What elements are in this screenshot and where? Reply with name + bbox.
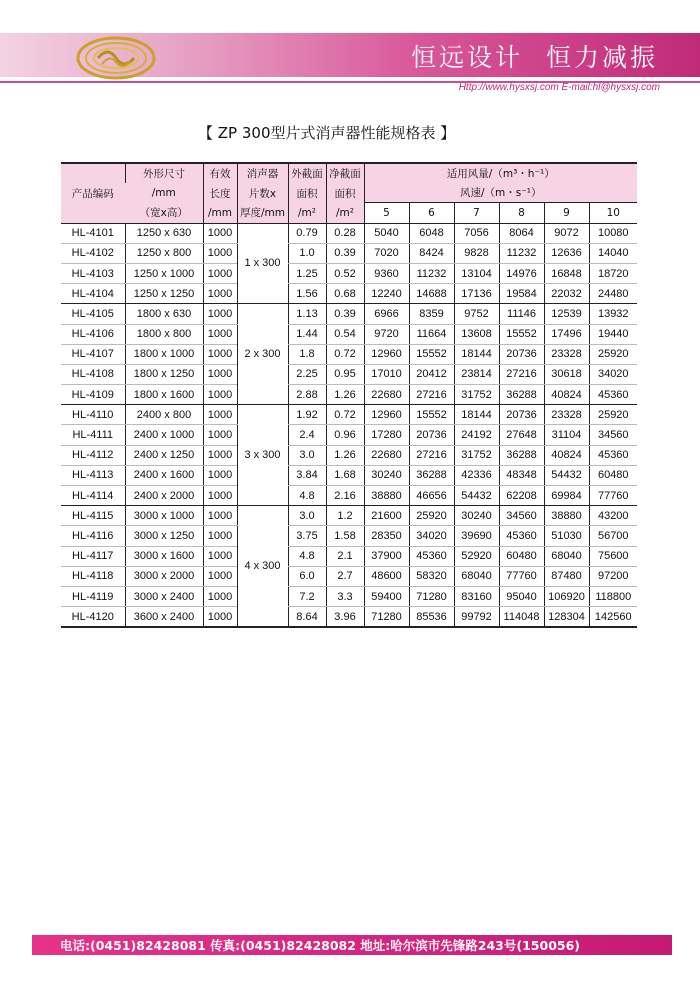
cell-flow: 30240 bbox=[364, 465, 409, 485]
cell-pieces: 3 x 300 bbox=[237, 405, 288, 506]
cell-length: 1000 bbox=[203, 304, 237, 324]
cell-flow: 27216 bbox=[499, 364, 544, 384]
cell-flow: 6048 bbox=[409, 223, 454, 243]
cell-outer-area: 4.8 bbox=[288, 486, 326, 506]
cell-flow: 17280 bbox=[364, 425, 409, 445]
cell-flow: 9072 bbox=[544, 223, 589, 243]
cell-flow: 5040 bbox=[364, 223, 409, 243]
header-code: 产品编码 bbox=[61, 163, 125, 223]
cell-outer-area: 0.79 bbox=[288, 223, 326, 243]
cell-size: 1250 x 1250 bbox=[125, 284, 203, 304]
cell-outer-area: 1.92 bbox=[288, 405, 326, 425]
cell-code: HL-4108 bbox=[61, 364, 125, 384]
speed-9: 9 bbox=[544, 203, 589, 223]
cell-flow: 40824 bbox=[544, 385, 589, 405]
cell-flow: 20412 bbox=[409, 364, 454, 384]
cell-size: 1250 x 630 bbox=[125, 223, 203, 243]
cell-flow: 46656 bbox=[409, 486, 454, 506]
cell-flow: 34560 bbox=[499, 506, 544, 526]
cell-outer-area: 2.88 bbox=[288, 385, 326, 405]
cell-flow: 114048 bbox=[499, 607, 544, 628]
cell-outer-area: 1.56 bbox=[288, 284, 326, 304]
cell-flow: 77760 bbox=[589, 486, 637, 506]
speed-10: 10 bbox=[589, 203, 637, 223]
cell-flow: 36288 bbox=[499, 385, 544, 405]
table-row bbox=[61, 526, 637, 546]
cell-flow: 99792 bbox=[454, 607, 499, 628]
cell-flow: 12960 bbox=[364, 405, 409, 425]
table-row bbox=[61, 546, 637, 566]
cell-code: HL-4110 bbox=[61, 405, 125, 425]
cell-flow: 22032 bbox=[544, 284, 589, 304]
cell-size: 1250 x 800 bbox=[125, 243, 203, 263]
cell-net-area: 1.68 bbox=[326, 465, 364, 485]
cell-flow: 51030 bbox=[544, 526, 589, 546]
cell-flow: 97200 bbox=[589, 566, 637, 586]
cell-flow: 12960 bbox=[364, 344, 409, 364]
cell-flow: 142560 bbox=[589, 607, 637, 628]
cell-flow: 45360 bbox=[589, 385, 637, 405]
cell-flow: 8424 bbox=[409, 243, 454, 263]
cell-flow: 19584 bbox=[499, 284, 544, 304]
speed-5: 5 bbox=[364, 203, 409, 223]
cell-flow: 9828 bbox=[454, 243, 499, 263]
cell-outer-area: 8.64 bbox=[288, 607, 326, 628]
table-row bbox=[61, 445, 637, 465]
table-row bbox=[61, 364, 637, 384]
cell-size: 1800 x 1000 bbox=[125, 344, 203, 364]
cell-flow: 25920 bbox=[409, 506, 454, 526]
cell-flow: 34560 bbox=[589, 425, 637, 445]
cell-flow: 11232 bbox=[409, 263, 454, 283]
cell-net-area: 0.68 bbox=[326, 284, 364, 304]
cell-code: HL-4109 bbox=[61, 385, 125, 405]
cell-code: HL-4101 bbox=[61, 223, 125, 243]
cell-net-area: 2.7 bbox=[326, 566, 364, 586]
cell-size: 2400 x 1600 bbox=[125, 465, 203, 485]
cell-flow: 12539 bbox=[544, 304, 589, 324]
cell-flow: 118800 bbox=[589, 586, 637, 606]
table-row bbox=[61, 344, 637, 364]
cell-outer-area: 4.8 bbox=[288, 546, 326, 566]
cell-outer-area: 3.75 bbox=[288, 526, 326, 546]
cell-flow: 36288 bbox=[409, 465, 454, 485]
cell-size: 3000 x 1250 bbox=[125, 526, 203, 546]
cell-size: 2400 x 800 bbox=[125, 405, 203, 425]
cell-flow: 37900 bbox=[364, 546, 409, 566]
cell-code: HL-4120 bbox=[61, 607, 125, 628]
cell-flow: 18720 bbox=[589, 263, 637, 283]
header-size: 外形尺寸 bbox=[125, 163, 203, 183]
cell-flow: 15552 bbox=[409, 344, 454, 364]
cell-length: 1000 bbox=[203, 586, 237, 606]
cell-flow: 25920 bbox=[589, 405, 637, 425]
cell-flow: 18144 bbox=[454, 405, 499, 425]
cell-length: 1000 bbox=[203, 364, 237, 384]
cell-flow: 45360 bbox=[499, 526, 544, 546]
cell-code: HL-4112 bbox=[61, 445, 125, 465]
cell-flow: 75600 bbox=[589, 546, 637, 566]
cell-flow: 10080 bbox=[589, 223, 637, 243]
table-row bbox=[61, 486, 637, 506]
cell-flow: 16848 bbox=[544, 263, 589, 283]
cell-length: 1000 bbox=[203, 223, 237, 243]
cell-flow: 9360 bbox=[364, 263, 409, 283]
cell-flow: 17136 bbox=[454, 284, 499, 304]
cell-flow: 6966 bbox=[364, 304, 409, 324]
cell-code: HL-4111 bbox=[61, 425, 125, 445]
slogan-vibration: 恒力减振 bbox=[545, 43, 658, 72]
cell-size: 3600 x 2400 bbox=[125, 607, 203, 628]
cell-outer-area: 2.25 bbox=[288, 364, 326, 384]
cell-outer-area: 1.25 bbox=[288, 263, 326, 283]
cell-flow: 20736 bbox=[499, 344, 544, 364]
cell-length: 1000 bbox=[203, 506, 237, 526]
cell-net-area: 2.1 bbox=[326, 546, 364, 566]
cell-code: HL-4115 bbox=[61, 506, 125, 526]
header-length: 有效 bbox=[203, 163, 237, 183]
cell-size: 1800 x 800 bbox=[125, 324, 203, 344]
cell-net-area: 1.58 bbox=[326, 526, 364, 546]
company-logo bbox=[76, 36, 156, 80]
cell-flow: 45360 bbox=[589, 445, 637, 465]
cell-flow: 14976 bbox=[499, 263, 544, 283]
cell-size: 2400 x 1000 bbox=[125, 425, 203, 445]
cell-net-area: 1.26 bbox=[326, 445, 364, 465]
cell-flow: 17010 bbox=[364, 364, 409, 384]
cell-code: HL-4118 bbox=[61, 566, 125, 586]
cell-flow: 31752 bbox=[454, 385, 499, 405]
table-row bbox=[61, 324, 637, 344]
cell-flow: 23328 bbox=[544, 405, 589, 425]
cell-size: 1800 x 630 bbox=[125, 304, 203, 324]
cell-size: 2400 x 1250 bbox=[125, 445, 203, 465]
header-pieces: 消声器 bbox=[237, 163, 288, 183]
cell-net-area: 0.39 bbox=[326, 243, 364, 263]
cell-net-area: 0.52 bbox=[326, 263, 364, 283]
cell-flow: 15552 bbox=[499, 324, 544, 344]
cell-flow: 31752 bbox=[454, 445, 499, 465]
page-title: 【 ZP 300型片式消声器性能规格表 】 bbox=[198, 124, 456, 142]
cell-flow: 14040 bbox=[589, 243, 637, 263]
table-row bbox=[61, 425, 637, 445]
cell-flow: 83160 bbox=[454, 586, 499, 606]
speed-6: 6 bbox=[409, 203, 454, 223]
contact-line: Http://www.hysxsj.com E-mail:hl@hysxsj.com bbox=[458, 82, 660, 93]
cell-size: 1250 x 1000 bbox=[125, 263, 203, 283]
cell-flow: 27648 bbox=[499, 425, 544, 445]
cell-outer-area: 6.0 bbox=[288, 566, 326, 586]
cell-flow: 30240 bbox=[454, 506, 499, 526]
header-net-area: 净截面 bbox=[326, 163, 364, 183]
cell-code: HL-4116 bbox=[61, 526, 125, 546]
cell-length: 1000 bbox=[203, 324, 237, 344]
cell-code: HL-4119 bbox=[61, 586, 125, 606]
cell-length: 1000 bbox=[203, 607, 237, 628]
cell-flow: 54432 bbox=[544, 465, 589, 485]
cell-size: 1800 x 1250 bbox=[125, 364, 203, 384]
cell-flow: 23814 bbox=[454, 364, 499, 384]
cell-flow: 48348 bbox=[499, 465, 544, 485]
cell-flow: 128304 bbox=[544, 607, 589, 628]
cell-net-area: 0.96 bbox=[326, 425, 364, 445]
cell-code: HL-4103 bbox=[61, 263, 125, 283]
cell-size: 3000 x 1000 bbox=[125, 506, 203, 526]
cell-size: 3000 x 2400 bbox=[125, 586, 203, 606]
cell-flow: 42336 bbox=[454, 465, 499, 485]
cell-flow: 13932 bbox=[589, 304, 637, 324]
table-row bbox=[61, 506, 637, 526]
cell-size: 1800 x 1600 bbox=[125, 385, 203, 405]
cell-flow: 8359 bbox=[409, 304, 454, 324]
cell-length: 1000 bbox=[203, 284, 237, 304]
cell-flow: 40824 bbox=[544, 445, 589, 465]
cell-flow: 71280 bbox=[364, 607, 409, 628]
cell-flow: 9752 bbox=[454, 304, 499, 324]
cell-flow: 45360 bbox=[409, 546, 454, 566]
cell-flow: 58320 bbox=[409, 566, 454, 586]
cell-flow: 15552 bbox=[409, 405, 454, 425]
cell-flow: 48600 bbox=[364, 566, 409, 586]
cell-outer-area: 3.0 bbox=[288, 445, 326, 465]
cell-flow: 77760 bbox=[499, 566, 544, 586]
cell-flow: 31104 bbox=[544, 425, 589, 445]
cell-outer-area: 1.8 bbox=[288, 344, 326, 364]
cell-net-area: 1.2 bbox=[326, 506, 364, 526]
cell-length: 1000 bbox=[203, 425, 237, 445]
cell-size: 3000 x 2000 bbox=[125, 566, 203, 586]
cell-code: HL-4106 bbox=[61, 324, 125, 344]
cell-flow: 14688 bbox=[409, 284, 454, 304]
cell-length: 1000 bbox=[203, 263, 237, 283]
cell-flow: 56700 bbox=[589, 526, 637, 546]
cell-length: 1000 bbox=[203, 526, 237, 546]
cell-flow: 28350 bbox=[364, 526, 409, 546]
cell-flow: 68040 bbox=[454, 566, 499, 586]
cell-flow: 69984 bbox=[544, 486, 589, 506]
spec-table: 产品编码 外形尺寸 有效 消声器 外截面 净截面 适用风量/（m³・h⁻¹） /mm 长度 片数x 面积 面积 风速/（m・s⁻¹） （宽x高） /mm 厚度/mm /m² /m² 5 6 7 8 9 10 HL-4101 1250 x 630 1000 1 x 300 0.79 0.28 5040 6048 7056 8064 9072 10080 HL-4102 1250 x 800 1000 1.0 0.39 7020 8424 9828 11232 12636 14040 HL-4103 1250 x 1000 1000 1.25 0.52 9360 11232 13104 14976 16848 18720 HL-4104 1250 x 1250 1000 1.56 0.68 12240 14688 17136 19584 22032 24480 HL-4105 1800 x 630 1000 2 x 300 1.13 0.39 6966 8359 9752 11146 12539 13932 HL-4106 1800 x 800 1000 1.44 0.54 9720 11664 13608 15552 17496 19440 HL-4107 1800 x 1000 1000 1.8 0.72 12960 15552 18144 20736 23328 25920 HL-4108 1800 x 1250 1000 2.25 0.95 17010 20412 23814 27216 30618 34020 HL-4109 1800 x 1600 1000 2.88 1.26 22680 27216 31752 36288 40824 45360 HL-4110 2400 x 800 1000 3 x 300 1.92 0.72 12960 15552 18144 20736 23328 25920 HL-4111 2400 x 1000 1000 2.4 0.96 17280 20736 24192 27648 31104 34560 HL-4112 2400 x 1250 1000 3.0 1.26 22680 27216 31752 36288 40824 45360 HL-4113 2400 x 1600 1000 3.84 1.68 30240 36288 42336 48348 54432 60480 HL-4114 2400 x 2000 1000 4.8 2.16 38880 46656 54432 62208 69984 77760 HL-4115 3000 x 1000 1000 4 x 300 3.0 1.2 21600 25920 30240 34560 38880 43200 HL-4116 3000 x 1250 1000 3.75 1.58 28350 34020 39690 45360 51030 56700 HL-4117 3000 x 1600 1000 4.8 2.1 37900 45360 52920 60480 68040 75600 HL-4118 3000 x 2000 1000 6.0 2.7 48600 58320 68040 77760 87480 97200 HL-4119 3000 x 2400 1000 7.2 3.3 59400 71280 83160 95040 106920 118800 HL-4120 3600 x 2400 1000 8.64 3.96 71280 85536 99792 114048 128304 142560 bbox=[61, 162, 637, 628]
cell-flow: 34020 bbox=[589, 364, 637, 384]
cell-code: HL-4107 bbox=[61, 344, 125, 364]
cell-flow: 39690 bbox=[454, 526, 499, 546]
cell-net-area: 2.16 bbox=[326, 486, 364, 506]
header-speed: 风速/（m・s⁻¹） bbox=[364, 183, 637, 203]
cell-flow: 13608 bbox=[454, 324, 499, 344]
footer-contact: 电话:(0451)82428081 传真:(0451)82428082 地址:哈尔滨市先锋路243号(150056) bbox=[60, 938, 580, 953]
cell-flow: 24480 bbox=[589, 284, 637, 304]
cell-flow: 17496 bbox=[544, 324, 589, 344]
spec-table-body bbox=[61, 223, 637, 627]
cell-code: HL-4105 bbox=[61, 304, 125, 324]
cell-code: HL-4104 bbox=[61, 284, 125, 304]
cell-net-area: 0.54 bbox=[326, 324, 364, 344]
cell-flow: 22680 bbox=[364, 445, 409, 465]
cell-net-area: 0.72 bbox=[326, 344, 364, 364]
cell-length: 1000 bbox=[203, 546, 237, 566]
table-row bbox=[61, 385, 637, 405]
cell-flow: 23328 bbox=[544, 344, 589, 364]
cell-net-area: 1.26 bbox=[326, 385, 364, 405]
cell-outer-area: 2.4 bbox=[288, 425, 326, 445]
cell-flow: 19440 bbox=[589, 324, 637, 344]
cell-flow: 9720 bbox=[364, 324, 409, 344]
cell-length: 1000 bbox=[203, 243, 237, 263]
speed-8: 8 bbox=[499, 203, 544, 223]
slogan bbox=[399, 38, 658, 74]
table-row bbox=[61, 223, 637, 243]
cell-pieces: 2 x 300 bbox=[237, 304, 288, 405]
cell-flow: 27216 bbox=[409, 445, 454, 465]
table-row bbox=[61, 465, 637, 485]
cell-flow: 52920 bbox=[454, 546, 499, 566]
cell-net-area: 0.28 bbox=[326, 223, 364, 243]
header-outer-area: 外截面 bbox=[288, 163, 326, 183]
cell-size: 3000 x 1600 bbox=[125, 546, 203, 566]
cell-flow: 87480 bbox=[544, 566, 589, 586]
table-row bbox=[61, 405, 637, 425]
cell-flow: 34020 bbox=[409, 526, 454, 546]
cell-outer-area: 1.44 bbox=[288, 324, 326, 344]
cell-net-area: 3.3 bbox=[326, 586, 364, 606]
cell-flow: 12636 bbox=[544, 243, 589, 263]
slogan-design: 恒远设计 bbox=[411, 43, 524, 72]
cell-outer-area: 3.84 bbox=[288, 465, 326, 485]
cell-flow: 38880 bbox=[544, 506, 589, 526]
cell-pieces: 1 x 300 bbox=[237, 223, 288, 304]
table-row bbox=[61, 566, 637, 586]
cell-outer-area: 1.13 bbox=[288, 304, 326, 324]
cell-flow: 25920 bbox=[589, 344, 637, 364]
cell-flow: 62208 bbox=[499, 486, 544, 506]
speed-7: 7 bbox=[454, 203, 499, 223]
cell-size: 2400 x 2000 bbox=[125, 486, 203, 506]
cell-flow: 68040 bbox=[544, 546, 589, 566]
cell-outer-area: 7.2 bbox=[288, 586, 326, 606]
table-row bbox=[61, 284, 637, 304]
cell-code: HL-4117 bbox=[61, 546, 125, 566]
cell-length: 1000 bbox=[203, 344, 237, 364]
cell-flow: 11664 bbox=[409, 324, 454, 344]
cell-net-area: 0.72 bbox=[326, 405, 364, 425]
cell-flow: 106920 bbox=[544, 586, 589, 606]
cell-flow: 85536 bbox=[409, 607, 454, 628]
table-row bbox=[61, 586, 637, 606]
cell-flow: 18144 bbox=[454, 344, 499, 364]
cell-code: HL-4113 bbox=[61, 465, 125, 485]
cell-flow: 71280 bbox=[409, 586, 454, 606]
cell-flow: 21600 bbox=[364, 506, 409, 526]
cell-flow: 7020 bbox=[364, 243, 409, 263]
cell-flow: 95040 bbox=[499, 586, 544, 606]
cell-flow: 24192 bbox=[454, 425, 499, 445]
cell-flow: 22680 bbox=[364, 385, 409, 405]
cell-code: HL-4102 bbox=[61, 243, 125, 263]
cell-flow: 59400 bbox=[364, 586, 409, 606]
cell-length: 1000 bbox=[203, 445, 237, 465]
cell-length: 1000 bbox=[203, 385, 237, 405]
cell-code: HL-4114 bbox=[61, 486, 125, 506]
cell-outer-area: 1.0 bbox=[288, 243, 326, 263]
cell-flow: 27216 bbox=[409, 385, 454, 405]
cell-flow: 8064 bbox=[499, 223, 544, 243]
table-row bbox=[61, 304, 637, 324]
cell-flow: 11232 bbox=[499, 243, 544, 263]
cell-flow: 30618 bbox=[544, 364, 589, 384]
table-row bbox=[61, 607, 637, 628]
table-row bbox=[61, 263, 637, 283]
cell-length: 1000 bbox=[203, 486, 237, 506]
cell-flow: 54432 bbox=[454, 486, 499, 506]
cell-length: 1000 bbox=[203, 566, 237, 586]
cell-flow: 36288 bbox=[499, 445, 544, 465]
cell-flow: 38880 bbox=[364, 486, 409, 506]
cell-length: 1000 bbox=[203, 405, 237, 425]
cell-flow: 60480 bbox=[589, 465, 637, 485]
cell-net-area: 3.96 bbox=[326, 607, 364, 628]
cell-pieces: 4 x 300 bbox=[237, 506, 288, 628]
cell-flow: 13104 bbox=[454, 263, 499, 283]
cell-net-area: 0.95 bbox=[326, 364, 364, 384]
cell-flow: 7056 bbox=[454, 223, 499, 243]
cell-flow: 60480 bbox=[499, 546, 544, 566]
cell-flow: 12240 bbox=[364, 284, 409, 304]
header-flow: 适用风量/（m³・h⁻¹） bbox=[364, 163, 637, 183]
cell-outer-area: 3.0 bbox=[288, 506, 326, 526]
cell-flow: 20736 bbox=[409, 425, 454, 445]
cell-flow: 43200 bbox=[589, 506, 637, 526]
cell-flow: 11146 bbox=[499, 304, 544, 324]
cell-length: 1000 bbox=[203, 465, 237, 485]
cell-flow: 20736 bbox=[499, 405, 544, 425]
cell-net-area: 0.39 bbox=[326, 304, 364, 324]
table-row bbox=[61, 243, 637, 263]
